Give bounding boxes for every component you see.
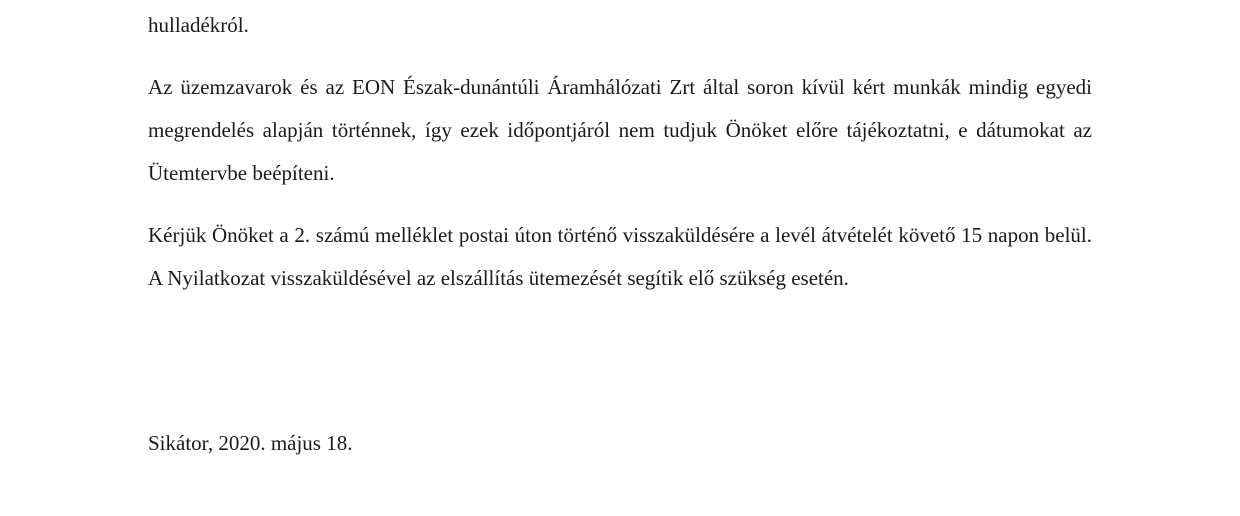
document-page: [148, 0, 1092, 455]
paragraph-return-request: Kérjük Önöket a 2. számú melléklet postai úton történő visszaküldésére a levél átvételét követő 15 napon belül. A Nyilatkozat visszaküldésével az elszállítás ütemezését segítik elő szükség esetén.: [148, 223, 1092, 290]
place-and-date: Sikátor, 2020. május 18.: [148, 431, 353, 455]
paragraph-outage-notice: Az üzemzavarok és az EON Észak-dunántúli Áramhálózati Zrt által soron kívül kért munkák mindig egyedi megrendelés alapján történnek, így ezek időpontjáról nem tudjuk Önöket előre tájékoztatni, e dátumokat az Ütemtervbe beépíteni.: [148, 75, 1092, 185]
paragraph-continuation: hulladékról.: [148, 13, 249, 37]
